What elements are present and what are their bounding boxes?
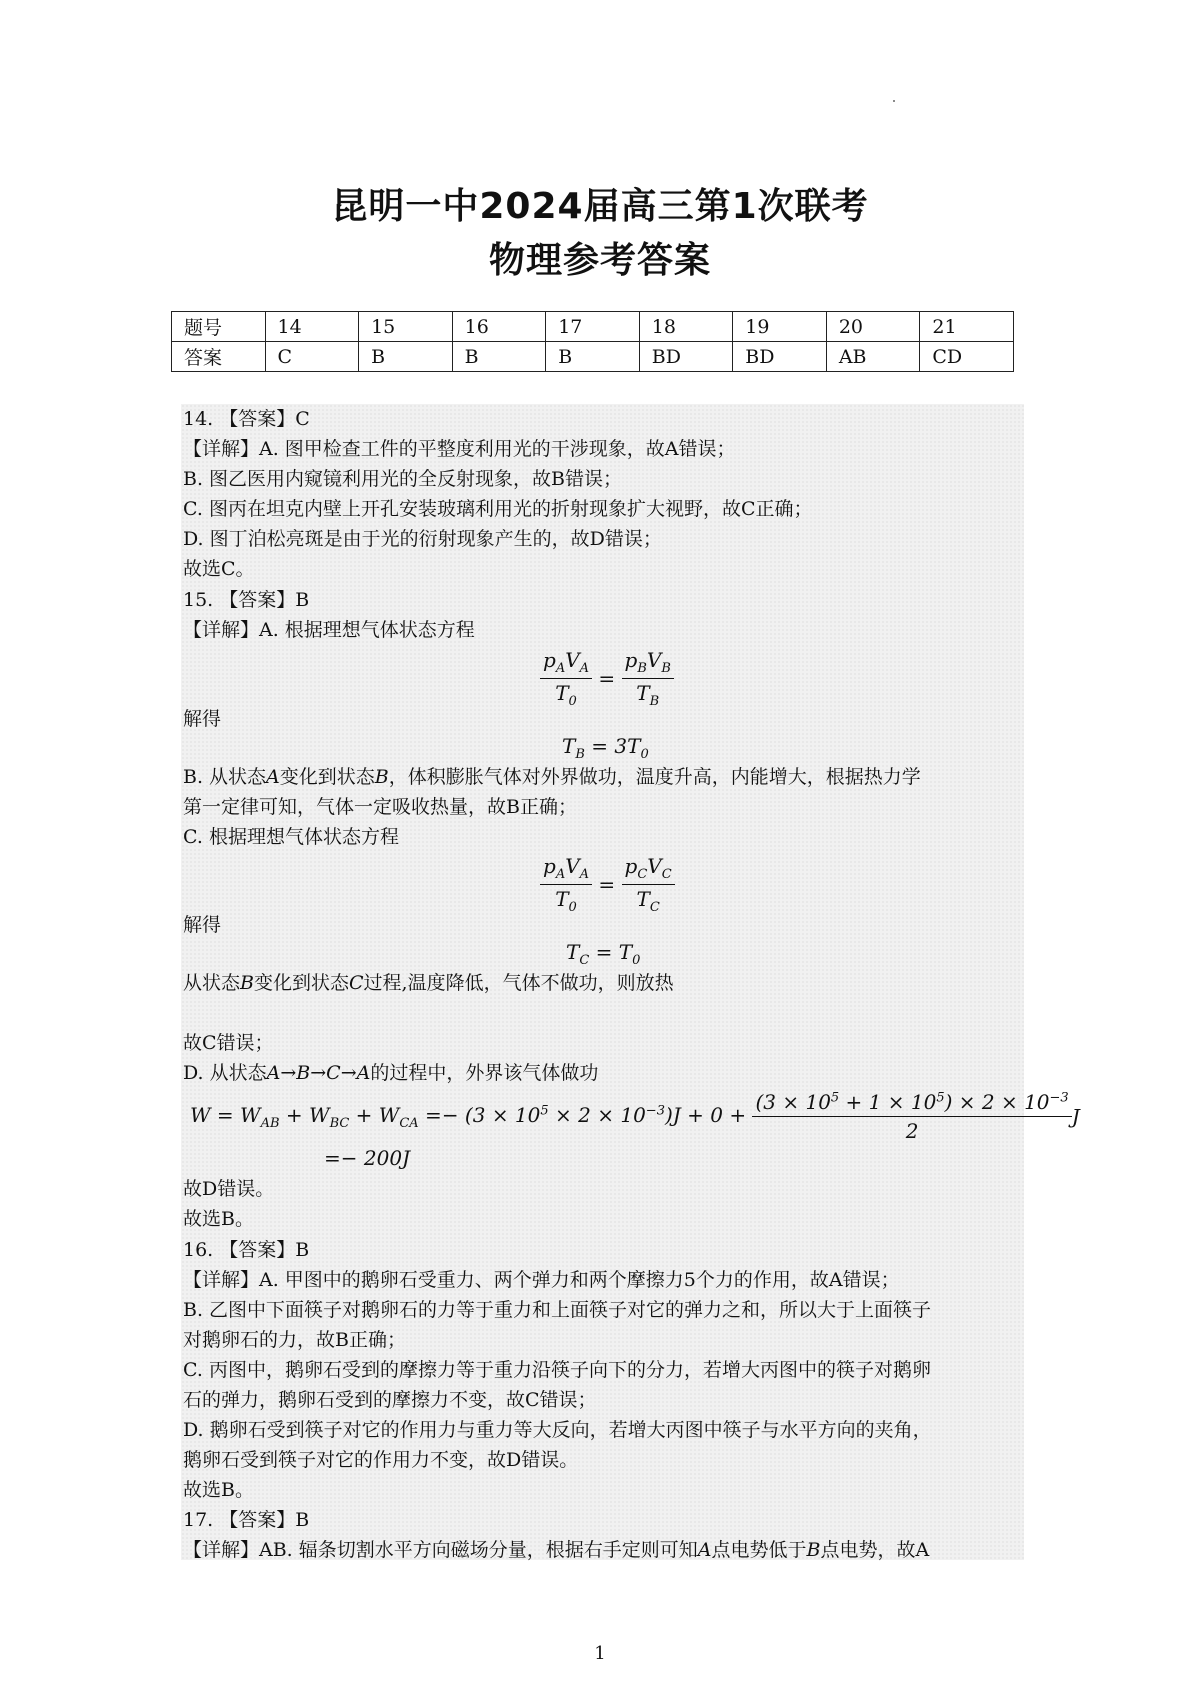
table-cell: B xyxy=(546,342,640,372)
text-line: D. 从状态A→B→C→A的过程中，外界该气体做功 xyxy=(183,1062,599,1084)
table-cell: 21 xyxy=(920,312,1014,342)
equation-state-ac: $\frac{p_AV_A}{T_0}$ = $\frac{p_CV_C}{T_C}$ xyxy=(540,854,675,915)
text-line: 【详解】A. 根据理想气体状态方程 xyxy=(183,619,475,641)
document-title: 昆明一中2024届高三第1次联考 xyxy=(331,186,869,227)
page-number: 1 xyxy=(594,1643,606,1664)
text-line: 故选B。 xyxy=(183,1208,254,1230)
text-line: 16. 【答案】B xyxy=(183,1239,310,1261)
equation-tc: $T_C = T_0$ xyxy=(566,940,641,968)
text-line: 解得 xyxy=(183,708,222,730)
text-line: B. 乙图中下面筷子对鹅卵石的力等于重力和上面筷子对它的弹力之和，所以大于上面筷子 xyxy=(183,1299,932,1321)
text-line: 【详解】A. 甲图中的鹅卵石受重力、两个弹力和两个摩擦力5个力的作用，故A错误； xyxy=(183,1269,900,1291)
text-line: 第一定律可知，气体一定吸收热量，故B正确； xyxy=(183,796,577,818)
text-line: 故D错误。 xyxy=(183,1178,275,1200)
table-cell: AB xyxy=(826,342,920,372)
text-line: D. 图丁泊松亮斑是由于光的衍射现象产生的，故D错误； xyxy=(183,528,662,550)
text-line: 故选B。 xyxy=(183,1479,254,1501)
text-line: 【详解】A. 图甲检查工件的平整度利用光的干涉现象，故A错误； xyxy=(183,438,736,460)
document-subtitle: 物理参考答案 xyxy=(488,240,711,281)
table-cell: 题号 xyxy=(172,312,266,342)
table-cell: 18 xyxy=(639,312,733,342)
table-cell: 15 xyxy=(359,312,453,342)
table-row-question-numbers xyxy=(172,312,1014,342)
text-line: 从状态B变化到状态C过程,温度降低，气体不做功，则放热 xyxy=(183,972,674,994)
text-line: 对鹅卵石的力，故B正确； xyxy=(183,1329,406,1351)
text-line: 石的弹力，鹅卵石受到的摩擦力不变，故C错误； xyxy=(183,1389,597,1411)
table-cell: B xyxy=(452,342,546,372)
table-cell: 16 xyxy=(452,312,546,342)
text-line: C. 根据理想气体状态方程 xyxy=(183,826,399,848)
answer-table xyxy=(171,311,1014,372)
text-line: B. 图乙医用内窥镜利用光的全反射现象，故B错误； xyxy=(183,468,623,490)
text-line: 鹅卵石受到筷子对它的作用力不变，故D错误。 xyxy=(183,1449,579,1471)
equation-tb: $T_B = 3T_0$ xyxy=(562,734,649,762)
equation-state-ab: $\frac{p_AV_A}{T_0}$ = $\frac{p_BV_B}{T_B}$ xyxy=(540,648,674,709)
text-line: B. 从状态A变化到状态B，体积膨胀气体对外界做功，温度升高，内能增大，根据热力学 xyxy=(183,766,921,788)
text-line: C. 丙图中，鹅卵石受到的摩擦力等于重力沿筷子向下的分力，若增大丙图中的筷子对鹅卵 xyxy=(183,1359,931,1381)
table-cell: CD xyxy=(920,342,1014,372)
table-row-answers xyxy=(172,342,1014,372)
table-cell: 17 xyxy=(546,312,640,342)
text-line: 15. 【答案】B xyxy=(183,589,310,611)
table-cell: 答案 xyxy=(172,342,266,372)
table-cell: BD xyxy=(733,342,827,372)
text-line: 故选C。 xyxy=(183,558,255,580)
table-cell: 20 xyxy=(826,312,920,342)
table-cell: 19 xyxy=(733,312,827,342)
table-cell: 14 xyxy=(265,312,359,342)
text-line: D. 鹅卵石受到筷子对它的作用力与重力等大反向，若增大丙图中筷子与水平方向的夹角， xyxy=(183,1419,932,1441)
text-line: C. 图丙在坦克内壁上开孔安装玻璃利用光的折射现象扩大视野，故C正确； xyxy=(183,498,813,520)
text-line: 14. 【答案】C xyxy=(183,408,310,430)
text-line: 故C错误； xyxy=(183,1032,274,1054)
text-line: 17. 【答案】B xyxy=(183,1509,310,1531)
text-line: 【详解】AB. 辐条切割水平方向磁场分量，根据右手定则可知A点电势低于B点电势，故A xyxy=(183,1539,930,1561)
text-line: 解得 xyxy=(183,914,222,936)
table-cell: BD xyxy=(639,342,733,372)
table-cell: B xyxy=(359,342,453,372)
equation-work-result: =− 200J xyxy=(324,1146,411,1170)
speck xyxy=(893,100,895,102)
table-cell: C xyxy=(265,342,359,372)
equation-work: $W = W_{AB} + W_{BC} + W_{CA} =- (3 \times 10^5 \times 2 \times 10^{-3})J + 0$ + $\frac{(3 \times 10^5 + 1 \times 10^5) \times 2 \times 10^{-3}}{2}$ J xyxy=(190,1090,1080,1143)
